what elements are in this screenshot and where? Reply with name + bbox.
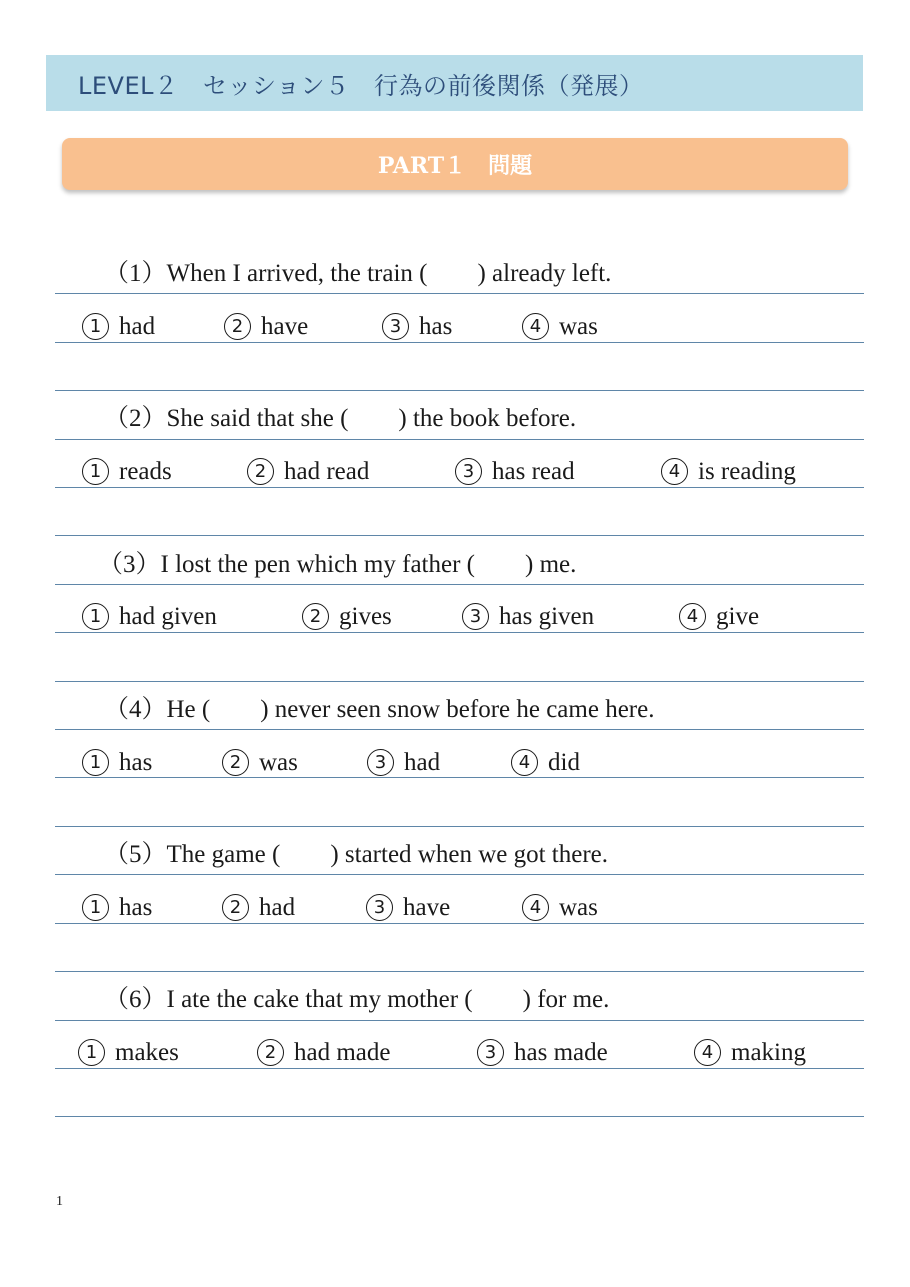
choice-2-3[interactable] bbox=[455, 458, 575, 485]
question-3: （3）I lost the pen which my father ( ) me. bbox=[98, 551, 577, 578]
choice-label: did bbox=[548, 749, 580, 776]
choice-5-4[interactable] bbox=[522, 894, 598, 921]
choice-label: has made bbox=[514, 1039, 608, 1066]
circled-number: 4 bbox=[511, 749, 538, 776]
circled-number: 3 bbox=[462, 603, 489, 630]
choice-label: has bbox=[419, 313, 453, 340]
rule-line bbox=[55, 342, 864, 343]
rule-line bbox=[55, 1020, 864, 1021]
rule-line bbox=[55, 632, 864, 633]
choice-6-3[interactable] bbox=[477, 1039, 608, 1066]
choice-label: gives bbox=[339, 603, 392, 630]
choice-1-3[interactable] bbox=[382, 313, 452, 340]
choice-5-2[interactable] bbox=[222, 894, 295, 921]
choice-4-2[interactable] bbox=[222, 749, 298, 776]
rule-line bbox=[55, 293, 864, 294]
circled-number: 4 bbox=[694, 1039, 721, 1066]
choice-label: makes bbox=[115, 1039, 179, 1066]
choice-2-2[interactable] bbox=[247, 458, 369, 485]
rule-line bbox=[55, 681, 864, 682]
rule-line bbox=[55, 923, 864, 924]
circled-number: 3 bbox=[455, 458, 482, 485]
choice-5-1[interactable] bbox=[82, 894, 152, 921]
question-4: （4）He ( ) never seen snow before he came here. bbox=[104, 696, 655, 723]
choice-1-2[interactable] bbox=[224, 313, 308, 340]
circled-number: 3 bbox=[367, 749, 394, 776]
choice-label: has read bbox=[492, 458, 575, 485]
rule-line bbox=[55, 1116, 864, 1117]
circled-number: 1 bbox=[78, 1039, 105, 1066]
circled-number: 3 bbox=[366, 894, 393, 921]
circled-number: 1 bbox=[82, 458, 109, 485]
circled-number: 4 bbox=[522, 313, 549, 340]
rule-line bbox=[55, 777, 864, 778]
circled-number: 2 bbox=[257, 1039, 284, 1066]
choice-label: have bbox=[261, 313, 309, 340]
choice-label: had made bbox=[294, 1039, 391, 1066]
question-6: （6）I ate the cake that my mother ( ) for me. bbox=[104, 986, 610, 1013]
circled-number: 1 bbox=[82, 603, 109, 630]
choice-label: had bbox=[404, 749, 441, 776]
choice-label: reads bbox=[119, 458, 172, 485]
choice-label: has bbox=[119, 749, 153, 776]
question-5: （5）The game ( ) started when we got there. bbox=[104, 841, 609, 868]
question-1: （1）When I arrived, the train ( ) already left. bbox=[104, 260, 612, 287]
choice-4-3[interactable] bbox=[367, 749, 440, 776]
part-banner: PART１ 問題 bbox=[62, 138, 848, 190]
choice-6-4[interactable] bbox=[694, 1039, 806, 1066]
page-number: 1 bbox=[56, 1194, 63, 1209]
choice-2-1[interactable] bbox=[82, 458, 172, 485]
choice-3-4[interactable] bbox=[679, 603, 759, 630]
rule-line bbox=[55, 1068, 864, 1069]
rule-line bbox=[55, 487, 864, 488]
choice-label: is reading bbox=[698, 458, 796, 485]
rule-line bbox=[55, 535, 864, 536]
choice-1-1[interactable] bbox=[82, 313, 155, 340]
circled-number: 1 bbox=[82, 894, 109, 921]
circled-number: 4 bbox=[522, 894, 549, 921]
circled-number: 4 bbox=[679, 603, 706, 630]
rule-line bbox=[55, 439, 864, 440]
circled-number: 2 bbox=[302, 603, 329, 630]
choice-label: was bbox=[559, 894, 598, 921]
circled-number: 3 bbox=[382, 313, 409, 340]
choice-6-1[interactable] bbox=[78, 1039, 179, 1066]
circled-number: 1 bbox=[82, 313, 109, 340]
choice-4-4[interactable] bbox=[511, 749, 580, 776]
choice-2-4[interactable] bbox=[661, 458, 796, 485]
choice-label: had bbox=[119, 313, 156, 340]
choice-5-3[interactable] bbox=[366, 894, 450, 921]
rule-line bbox=[55, 874, 864, 875]
choice-3-1[interactable] bbox=[82, 603, 217, 630]
choice-6-2[interactable] bbox=[257, 1039, 390, 1066]
choice-label: give bbox=[716, 603, 760, 630]
choice-label: had bbox=[259, 894, 296, 921]
page-title: LEVEL２ セッション５ 行為の前後関係（発展） bbox=[46, 55, 863, 111]
choice-label: was bbox=[559, 313, 598, 340]
question-2: （2）She said that she ( ) the book before. bbox=[104, 405, 577, 432]
rule-line bbox=[55, 729, 864, 730]
rule-line bbox=[55, 390, 864, 391]
choice-label: was bbox=[259, 749, 298, 776]
circled-number: 3 bbox=[477, 1039, 504, 1066]
choice-4-1[interactable] bbox=[82, 749, 152, 776]
circled-number: 4 bbox=[661, 458, 688, 485]
circled-number: 2 bbox=[222, 749, 249, 776]
choice-3-2[interactable] bbox=[302, 603, 392, 630]
choice-3-3[interactable] bbox=[462, 603, 594, 630]
circled-number: 1 bbox=[82, 749, 109, 776]
choice-label: have bbox=[403, 894, 451, 921]
choice-label: has bbox=[119, 894, 153, 921]
choice-label: has given bbox=[499, 603, 595, 630]
choice-label: had given bbox=[119, 603, 217, 630]
rule-line bbox=[55, 826, 864, 827]
choice-label: had read bbox=[284, 458, 370, 485]
choice-1-4[interactable] bbox=[522, 313, 598, 340]
circled-number: 2 bbox=[224, 313, 251, 340]
circled-number: 2 bbox=[247, 458, 274, 485]
circled-number: 2 bbox=[222, 894, 249, 921]
rule-line bbox=[55, 584, 864, 585]
rule-line bbox=[55, 971, 864, 972]
choice-label: making bbox=[731, 1039, 806, 1066]
